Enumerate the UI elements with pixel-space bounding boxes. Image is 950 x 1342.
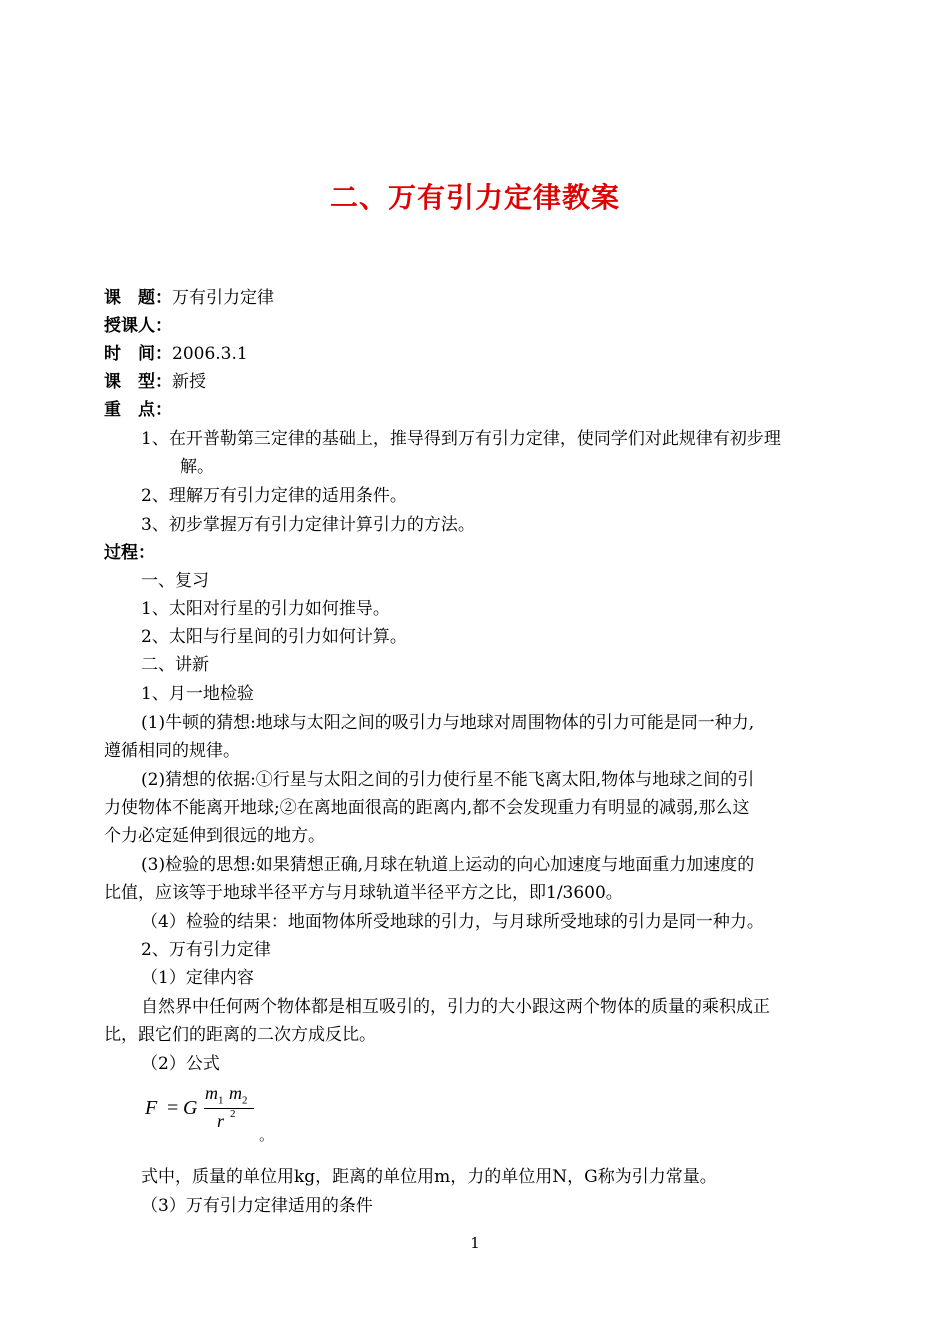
document-title: 二、万有引力定律教案 — [329, 181, 620, 214]
key-point: 3、初步掌握万有引力定律计算引力的方法。 — [141, 515, 475, 535]
process-line: 力使物体不能离开地球;②在离地面很高的距离内,都不会发现重力有明显的减弱,那么这 — [104, 798, 750, 818]
process-line: 比值，应该等于地球半径平方与月球轨道半径平方之比，即1/3600。 — [104, 883, 623, 903]
process-line: (2)猜想的依据:①行星与太阳之间的引力使行星不能飞离太阳,物体与地球之间的引 — [141, 770, 755, 790]
process-line: （1）定律内容 — [141, 968, 254, 988]
gravitation-formula — [145, 1080, 285, 1144]
meta-type — [104, 372, 206, 392]
process-line: (1)牛顿的猜想:地球与太阳之间的吸引力与地球对周围物体的引力可能是同一种力, — [141, 713, 755, 733]
meta-value: 2006.3.1 — [172, 344, 248, 364]
process-line: 一、复习 — [141, 571, 209, 591]
meta-date — [104, 344, 248, 364]
formula-m1: $m_1$ — [205, 1083, 224, 1107]
page-number: 1 — [470, 1234, 480, 1252]
formula-exponent: 2 — [230, 1108, 236, 1120]
process-line: (3)检验的思想:如果猜想正确,月球在轨道上运动的向心加速度与地面重力加速度的 — [141, 855, 755, 875]
meta-label: 重 点： — [104, 400, 172, 420]
formula-r: r — [217, 1111, 225, 1131]
meta-topic — [104, 288, 274, 308]
process-line: （2）公式 — [141, 1054, 220, 1074]
meta-teacher — [104, 316, 172, 336]
meta-keypoints — [104, 400, 172, 420]
process-line: 1、太阳对行星的引力如何推导。 — [141, 599, 390, 619]
process-line: 遵循相同的规律。 — [104, 741, 240, 761]
fraction-bar — [204, 1108, 254, 1109]
process-line: 个力必定延伸到很远的地方。 — [104, 826, 325, 846]
process-line: （4）检验的结果：地面物体所受地球的引力，与月球所受地球的引力是同一种力。 — [141, 912, 764, 932]
meta-label: 授课人： — [104, 316, 172, 336]
process-line: 比，跟它们的距离的二次方成反比。 — [104, 1025, 376, 1045]
meta-label: 课 题： — [104, 288, 172, 308]
formula-G: G — [183, 1097, 198, 1119]
process-line: 二、讲新 — [141, 655, 209, 675]
formula-m2: $m_2$ — [229, 1083, 248, 1107]
formula-equals: = — [167, 1097, 179, 1119]
formula-F: F — [145, 1097, 158, 1119]
process-line: 2、万有引力定律 — [141, 940, 271, 960]
meta-label: 时 间： — [104, 344, 172, 364]
formula-period: 。 — [259, 1128, 275, 1144]
key-point: 解。 — [180, 457, 214, 477]
key-point: 2、理解万有引力定律的适用条件。 — [141, 486, 407, 506]
meta-label: 课 型： — [104, 372, 172, 392]
process-line: 1、月一地检验 — [141, 684, 254, 704]
meta-value: 新授 — [172, 372, 206, 392]
process-line: 自然界中任何两个物体都是相互吸引的，引力的大小跟这两个物体的质量的乘积成正 — [141, 997, 770, 1017]
process-label: 过程： — [104, 543, 155, 563]
process-line: 2、太阳与行星间的引力如何计算。 — [141, 627, 407, 647]
key-point: 1、在开普勒第三定律的基础上，推导得到万有引力定律，使同学们对此规律有初步理 — [141, 429, 781, 449]
meta-value: 万有引力定律 — [172, 288, 274, 308]
process-line: 式中，质量的单位用kg，距离的单位用m，力的单位用N，G称为引力常量。 — [141, 1167, 717, 1187]
process-line: （3）万有引力定律适用的条件 — [141, 1196, 373, 1216]
